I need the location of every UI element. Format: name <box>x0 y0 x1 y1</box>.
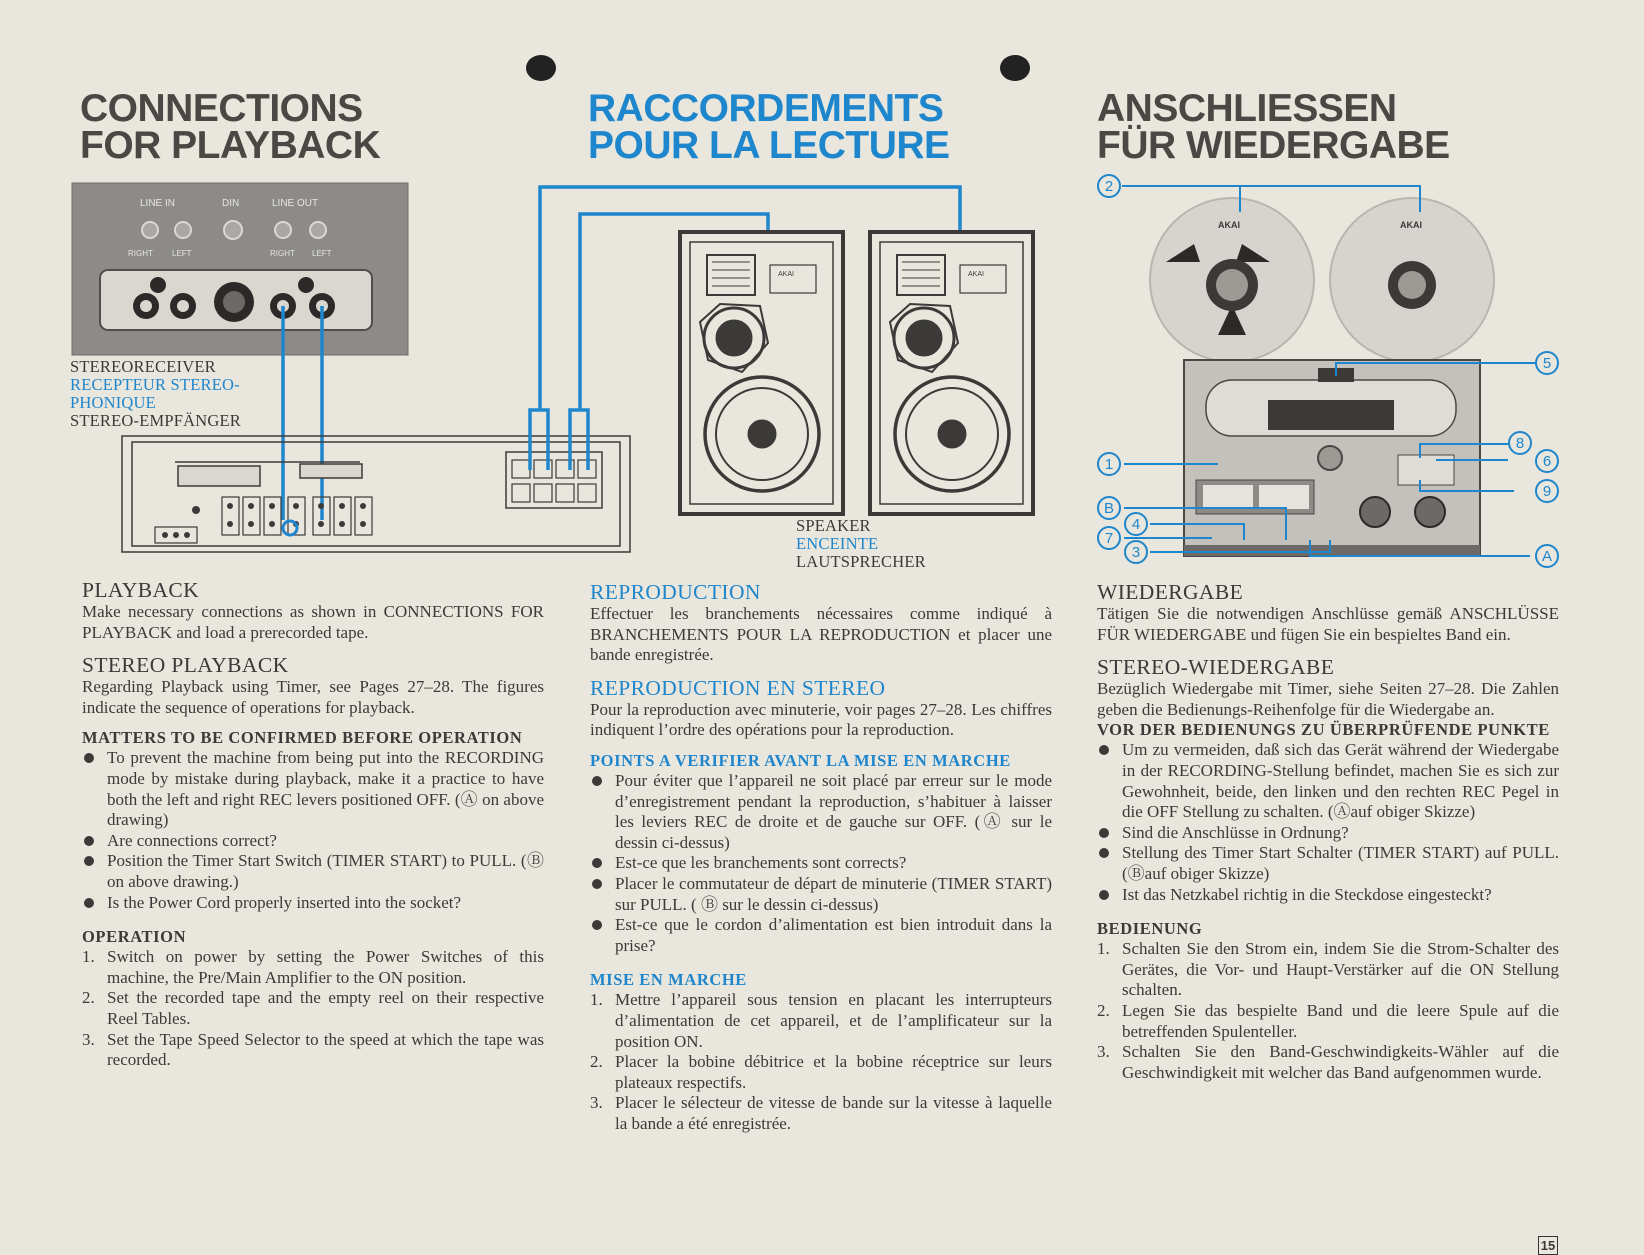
english-playback-heading: PLAYBACK <box>82 578 200 602</box>
speaker-right <box>870 232 1033 514</box>
panel-label-din: DIN <box>222 198 240 209</box>
connection-diagram <box>0 0 1644 600</box>
receiver-caption-de: STEREO-EMPFÄNGER <box>70 411 241 430</box>
callout-2: 2 <box>1104 178 1114 195</box>
receiver-caption <box>70 358 260 430</box>
list-item: Um zu vermeiden, daß sich das Gerät während der Wiedergabe in der RECORDING-Stellung befindet, machen Sie es sich zur Gewohnheit, beide, den linken und den rechten REC Pegel in die OFF Stellung zu schalten. (Ⓐauf obiger Skizze) <box>1097 740 1559 822</box>
german-column <box>1097 580 1559 1083</box>
speaker-caption-en: SPEAKER <box>796 516 871 535</box>
german-stereo-text: Bezüglich Wiedergabe mit Timer, siehe Seiten 27–28. Die Zahlen geben die Bedienungs-Reihenfolge für die Wiedergabe an. <box>1097 679 1559 719</box>
french-playback-text: Effectuer les branchements nécessaires comme indiqué à BRANCHEMENTS POUR LA REPRODUCTION et placer une bande enregistrée. <box>590 604 1052 665</box>
english-stereo-heading: STEREO PLAYBACK <box>82 653 289 678</box>
title-german-line1: ANSCHLIESSEN <box>1097 87 1397 130</box>
list-item: 3. Set the Tape Speed Selector to the speed at which the tape was recorded. <box>82 1029 544 1070</box>
list-item: 3. Schalten Sie den Band-Geschwindigkeits-Wähler auf die Geschwindigkeit mit welcher das Band aufgenommen wurde. <box>1097 1042 1559 1082</box>
callout-1: 1 <box>1104 456 1114 473</box>
reel-right-brand: AKAI <box>1400 220 1422 230</box>
panel-label-left-in: LEFT <box>172 249 192 258</box>
french-matters-heading: POINTS A VERIFIER AVANT LA MISE EN MARCHE <box>590 750 1011 770</box>
step-text: Set the Tape Speed Selector to the speed at which the tape was recorded. <box>107 1029 544 1070</box>
callout-4: 4 <box>1131 516 1141 533</box>
deck-rear-panel <box>72 183 408 355</box>
callout-8: 8 <box>1515 435 1525 452</box>
panel-label-line-in: LINE IN <box>140 198 176 209</box>
list-item: Stellung des Timer Start Schalter (TIMER START) auf PULL. (Ⓑauf obiger Skizze) <box>1097 843 1559 884</box>
french-stereo-heading: REPRODUCTION EN STEREO <box>590 675 886 700</box>
english-operation-heading: OPERATION <box>82 927 187 947</box>
step-text: Placer la bobine débitrice et la bobine réceptrice sur leurs plateaux respectifs. <box>615 1052 1052 1092</box>
panel-label-line-out: LINE OUT <box>272 198 319 209</box>
speaker-right-brand: AKAI <box>968 271 984 278</box>
english-playback-text: Make necessary connections as shown in CONNECTIONS FOR PLAYBACK and load a prerecorded tape. <box>82 602 544 642</box>
list-item: Sind die Anschlüsse in Ordnung? <box>1097 823 1559 844</box>
reel-left-brand: AKAI <box>1218 220 1240 230</box>
french-steps <box>590 990 1052 1134</box>
receiver-caption-fr: RECEPTEUR STEREO-PHONIQUE <box>70 375 240 412</box>
tape-deck-front <box>1150 198 1494 556</box>
title-french-line2: POUR LA LECTURE <box>588 124 950 167</box>
list-item: 2. Legen Sie das bespielte Band und die leere Spule auf die betreffenden Spulenteller. <box>1097 1000 1559 1041</box>
step-text: Placer le sélecteur de vitesse de bande sur la vitesse à laquelle la bande a été enregistrée. <box>615 1093 1052 1133</box>
list-item: Placer le commutateur de départ de minuterie (TIMER START) sur PULL. ( Ⓑ sur le dessin ci-dessus) <box>590 874 1052 915</box>
list-item: 3. Placer le sélecteur de vitesse de bande sur la vitesse à laquelle la bande a été enregistrée. <box>590 1093 1052 1133</box>
step-text: Set the recorded tape and the empty reel on their respective Reel Tables. <box>107 988 544 1028</box>
title-english-line1: CONNECTIONS <box>80 87 363 130</box>
english-column <box>82 578 544 1071</box>
step-text: Schalten Sie den Band-Geschwindigkeits-Wähler auf die Geschwindigkeit mit welcher das Band aufgenommen wurde. <box>1122 1042 1559 1082</box>
speaker-caption-de: LAUTSPRECHER <box>796 552 926 571</box>
german-matters-heading: VOR DER BEDIENUNGS ZU ÜBERPRÜFENDE PUNKTE <box>1097 720 1550 740</box>
list-item: Pour éviter que l’appareil ne soit placé par erreur sur le mode d’enregistrement pendant la reproduction, s’habituer à laisser les leviers REC de droite et de gauche sur OFF. (Ⓐ sur le dessin ci-dessus) <box>590 771 1052 853</box>
list-item: Est-ce que le cordon d’alimentation est bien introduit dans la prise? <box>590 915 1052 956</box>
list-item: 1. Mettre l’appareil sous tension en placant les interrupteurs d’alimentation de cet appareil, et de l’amplificateur sur la position ON. <box>590 990 1052 1051</box>
english-matters-heading: MATTERS TO BE CONFIRMED BEFORE OPERATION <box>82 728 523 748</box>
list-item: Ist das Netzkabel richtig in die Steckdose eingesteckt? <box>1097 885 1559 906</box>
list-item: 1. Schalten Sie den Strom ein, indem Sie die Strom-Schalter des Gerätes, die Vor- und Haupt-Verstärker auf die ON Stellung schalten. <box>1097 939 1559 1000</box>
panel-label-right-out: RIGHT <box>270 249 295 258</box>
speaker-left-brand: AKAI <box>778 271 794 278</box>
callout-9: 9 <box>1542 483 1552 500</box>
title-german-line2: FÜR WIEDERGABE <box>1097 124 1450 167</box>
callout-5: 5 <box>1542 355 1552 372</box>
english-steps <box>82 947 544 1071</box>
step-text: Schalten Sie den Strom ein, indem Sie die Strom-Schalter des Gerätes, die Vor- und Haupt-Verstärker auf die ON Stellung schalten. <box>1122 939 1559 1000</box>
stereo-receiver <box>122 436 630 552</box>
list-item: Position the Timer Start Switch (TIMER START) to PULL. (Ⓑ on above drawing.) <box>82 851 544 892</box>
list-item: 2. Set the recorded tape and the empty reel on their respective Reel Tables. <box>82 988 544 1028</box>
callout-6: 6 <box>1542 453 1552 470</box>
speaker-left <box>680 232 843 514</box>
speaker-caption <box>796 517 926 571</box>
french-column <box>590 580 1052 1134</box>
list-item: Are connections correct? <box>82 831 544 852</box>
callout-b: B <box>1103 500 1115 517</box>
german-playback-heading: WIEDERGABE <box>1097 580 1244 604</box>
english-stereo-text: Regarding Playback using Timer, see Pages 27–28. The figures indicate the sequence of operations for playback. <box>82 677 544 717</box>
speaker-caption-fr: ENCEINTE <box>796 534 879 553</box>
list-item: Is the Power Cord properly inserted into the socket? <box>82 893 544 914</box>
step-text: Legen Sie das bespielte Band und die leere Spule auf die betreffenden Spulenteller. <box>1122 1000 1559 1041</box>
german-playback-text: Tätigen Sie die notwendigen Anschlüsse gemäß ANSCHLÜSSE FÜR WIEDERGABE und fügen Sie ein bespieltes Band ein. <box>1097 604 1559 644</box>
title-french-line1: RACCORDEMENTS <box>588 87 944 130</box>
page-number: 15 <box>1538 1236 1558 1255</box>
french-stereo-text: Pour la reproduction avec minuterie, voir pages 27–28. Les chiffres indiquent l’ordre des opérations pour la reproduction. <box>590 699 1052 740</box>
french-operation-heading: MISE EN MARCHE <box>590 970 747 990</box>
german-operation-heading: BEDIENUNG <box>1097 919 1203 939</box>
callout-7: 7 <box>1104 530 1114 547</box>
french-playback-heading: REPRODUCTION <box>590 580 761 604</box>
french-checklist <box>590 771 1052 956</box>
german-checklist <box>1097 740 1559 905</box>
list-item: 1. Switch on power by setting the Power Switches of this machine, the Pre/Main Amplifier to the ON position. <box>82 947 544 987</box>
panel-label-left-out: LEFT <box>312 249 332 258</box>
step-text: Mettre l’appareil sous tension en placant les interrupteurs d’alimentation de cet appareil, et de l’amplificateur sur la position ON. <box>615 990 1052 1051</box>
step-text: Switch on power by setting the Power Switches of this machine, the Pre/Main Amplifier to the ON position. <box>107 947 544 987</box>
receiver-caption-en: STEREORECEIVER <box>70 357 216 376</box>
list-item: 2. Placer la bobine débitrice et la bobine réceptrice sur leurs plateaux respectifs. <box>590 1052 1052 1092</box>
english-checklist <box>82 748 544 913</box>
panel-label-right-in: RIGHT <box>128 249 153 258</box>
callout-a: A <box>1541 548 1553 565</box>
title-english-line2: FOR PLAYBACK <box>80 124 381 167</box>
list-item: Est-ce que les branchements sont corrects? <box>590 853 1052 874</box>
list-item: To prevent the machine from being put into the RECORDING mode by mistake during playback, make it a practice to have both the left and right REC levers positioned OFF. (Ⓐ on above drawing) <box>82 748 544 830</box>
german-steps <box>1097 939 1559 1083</box>
german-stereo-heading: STEREO-WIEDERGABE <box>1097 655 1335 680</box>
callout-3: 3 <box>1131 544 1141 561</box>
